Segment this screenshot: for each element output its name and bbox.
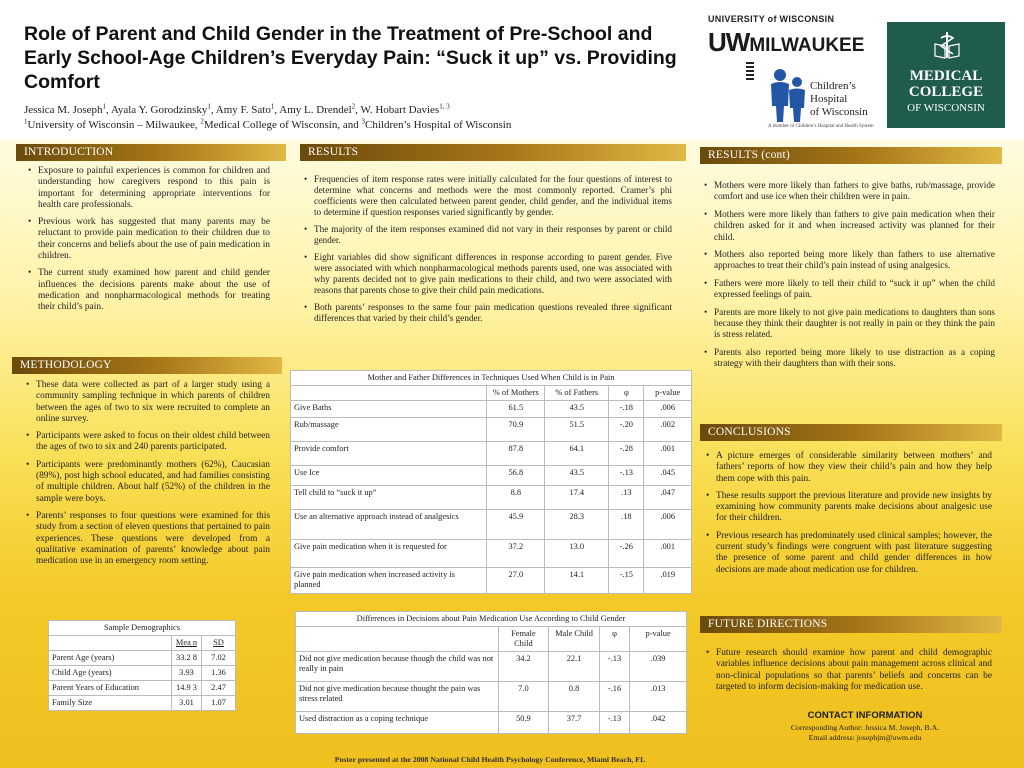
cell-fathers: 17.4 [545,486,609,510]
cell-p: .006 [644,510,692,540]
cell-male: 37.7 [549,712,600,734]
cell-mothers: 87.8 [487,442,545,466]
table-title-row [49,621,236,636]
col-fathers: % of Fathers [545,386,609,401]
uwm-logo-uw: UW [708,27,750,57]
cell-mean: 33.2 8 [172,651,202,666]
author-sup: 2 [351,102,356,111]
conclusions-body [706,451,992,582]
author-name: Amy L. Drendel [279,104,352,116]
cell-mothers: 56.8 [487,466,545,486]
conclusion-bullet: • These results support the previous literature and provide new insights by examining how community parents make decisions about analgesic use for their children. [706,491,992,525]
poster-header [0,0,1024,140]
future-heading: FUTURE DIRECTIONS [700,616,1002,633]
intro-bullet: • Exposure to painful experiences is common for children and understanding how caregivers respond to this pain is important for determining appropriate interventions for health care professionals. [28,166,270,211]
conclusion-bullet: • Previous research has predominately used clinical samples; however, the current study’s findings were congruent with past literature suggesting the presence of some parent and child gender differences in how decisions are made about medication use for children. [706,531,992,576]
cell-female: 7.0 [498,682,549,712]
table-row [296,712,687,734]
demographics-table [48,620,236,711]
table-row [291,466,692,486]
uwm-logo-wordmark [708,27,865,58]
poster-title: Role of Parent and Child Gender in the Treatment of Pre-School and Early School-Age Children’s Everyday Pain: “Suck it up” vs. Providing Comfort [24,23,677,93]
future-bullet: • Future research should examine how parent and child demographic variables influence decisions about pain management across clinical and non-clinical populations so that parents’ beliefs and concerns can be targeted to inform decision-making for medication use. [706,648,992,693]
cell-phi: -.26 [609,540,644,568]
cell-mothers: 8.8 [487,486,545,510]
cell-mothers: 37.2 [487,540,545,568]
table-row [49,681,236,696]
cell-mean: 3.01 [172,696,202,711]
poster-footer: Poster presented at the 2008 National Child Health Psychology Conference, Miami Beach, FL [334,755,646,764]
cell-phi: -.13 [599,652,629,682]
demographics-title: Sample Demographics [49,621,236,636]
cell-phi: -.18 [609,401,644,418]
results-cont-bullet: • Mothers were more likely than fathers to give pain medication when their children asked for it and when increased activity was planned for their child. [704,209,995,243]
contact-author: Corresponding Author: Jessica M. Joseph, B.A. [790,723,940,732]
row-label: Did not give medication because thought the pain was stress related [296,682,499,712]
cell-phi: -.28 [609,442,644,466]
table-row [296,652,687,682]
results-heading: RESULTS [300,144,686,161]
contact-email: Email address: josephjm@uwm.edu [808,733,922,742]
col-male: Male Child [549,627,600,652]
cell-sd: 1.36 [202,666,236,681]
row-label: Did not give medication because though the child was not really in pain [296,652,499,682]
table-row [49,651,236,666]
uwm-logo-milwaukee: MILWAUKEE [749,35,865,56]
method-bullet: • Participants were predominantly mothers (62%), Caucasian (89%), post high school educated, and had families consisting of multiple children. About half (52%) of the children in the sample were boys. [26,460,270,505]
contact-title: CONTACT INFORMATION [807,710,923,721]
cell-phi: -.16 [599,682,629,712]
author-name: W. Hobart Davies [360,104,440,116]
cell-female: 50.9 [498,712,549,734]
affil-sup: 1 [24,117,28,126]
row-label: Tell child to “suck it up” [291,486,487,510]
author-sup: 1 [102,102,107,111]
cell-p: .013 [630,682,687,712]
mcw-wordmark [887,68,1005,100]
conclusion-bullet: • A picture emerges of considerable similarity between mothers’ and fathers’ reports of how they view their child’s pain and how they help them cope with this pain. [706,451,992,485]
mcw-logo [887,22,1005,128]
cell-fathers: 64.1 [545,442,609,466]
author-name: Amy F. Sato [215,104,271,116]
author-sup: 1, 3 [439,102,450,111]
cell-fathers: 51.5 [545,418,609,442]
methodology-body [26,380,270,573]
cell-fathers: 28.3 [545,510,609,540]
header-blank [291,386,487,401]
affiliation: Medical College of Wisconsin, and [203,119,362,131]
col-phi: φ [599,627,629,652]
cell-p: .001 [644,442,692,466]
row-label: Give pain medication when increased activity is planned [291,568,487,594]
results-cont-body [704,180,995,376]
chw-line-2: of Wisconsin [810,106,868,118]
introduction-heading: INTRODUCTION [16,144,286,161]
results-bullet: • Eight variables did show significant differences in response according to parent gender. Five were associated with which nonpharmacological methods parents used, one was associated with why parents decided not to give pain medications to their child, and two were associated with reasons that parents chose to give their child pain medications. [304,252,672,296]
cell-phi: .18 [609,510,644,540]
introduction-body [28,166,270,320]
cell-p: .039 [630,652,687,682]
cell-mothers: 27.0 [487,568,545,594]
results-bullet: • Frequencies of item response rates were initially calculated for the four questions of interest to determine what concerns and methods were the most commonly reported. Cramer’s phi coefficients were then calculated between parent gender, child gender, and the individual items to determine if question responses varied significantly by gender. [304,174,672,218]
results-bullet: • Both parents’ responses to the same four pain medication questions revealed three significant differences that varied by their child’s gender. [304,302,672,324]
cell-mean: 14.9 3 [172,681,202,696]
cell-male: 22.1 [549,652,600,682]
cell-sd: 7.02 [202,651,236,666]
table-row [49,696,236,711]
intro-bullet: • Previous work has suggested that many parents may be reluctant to provide pain medication to their children due to their concerns and beliefs about the use of pain medication in children. [28,217,270,262]
childrens-hospital-logo [768,66,880,134]
child-gender-table [295,611,687,734]
cell-p: .047 [644,486,692,510]
cell-mean: 3.93 [172,666,202,681]
cell-phi: -.13 [599,712,629,734]
results-cont-bullet: • Mothers were more likely than fathers to give baths, rub/massage, provide comfort and use ice when their children were in pain. [704,180,995,203]
cell-phi: -.13 [609,466,644,486]
results-body [304,174,672,330]
row-label: Give pain medication when it is requested for [291,540,487,568]
affiliation-list [24,119,664,131]
table-header-row [291,386,692,401]
row-label: Parent Years of Education [49,681,172,696]
mcw-line-3: OF WISCONSIN [907,102,985,114]
method-bullet: • Parents’ responses to four questions were examined for this study from a section of eleven questions that pertained to pain experiences. These questions were developed from a qualitative examination of parents’ knowledge about pain medication use in an emergency room setting. [26,511,270,567]
table-header-row [296,627,687,652]
table-row [291,486,692,510]
author-sup: 1 [207,102,211,111]
cell-female: 34.2 [498,652,549,682]
cell-p: .019 [644,568,692,594]
author-list: Jessica M. Joseph$^1$, Ayala Y. Gorodzinsky$^1$, Amy F. Sato$^1$, Amy L. Drendel$^2$, W. Hobart Davies$^{1, 3}$ [24,102,450,116]
affil-sup: 2 [200,117,204,126]
table-header-row [49,636,236,651]
method-bullet: • These data were collected as part of a larger study using a community sampling technique in which parents of children between the ages of two to six were recruited to complete an online survey. [26,380,270,425]
cell-mothers: 70.9 [487,418,545,442]
cell-p: .006 [644,401,692,418]
results-cont-bullet: • Mothers also reported being more likely than fathers to use alternative approaches to treat their child’s pain instead of using analgesics. [704,249,995,272]
method-bullet: • Participants were asked to focus on their oldest child between the ages of two to six and 240 parents participated. [26,431,270,454]
methodology-heading: METHODOLOGY [12,357,282,374]
row-label: Give Baths [291,401,487,418]
header-blank [49,636,172,651]
uwm-logo-lines-icon [746,62,754,80]
author-name: Jessica M. Joseph [24,104,103,116]
col-sd: SD [202,636,236,651]
table-title-row [291,371,692,386]
cell-mothers: 45.9 [487,510,545,540]
cell-fathers: 43.5 [545,466,609,486]
row-label: Use an alternative approach instead of analgesics [291,510,487,540]
affiliation: Children’s Hospital of Wisconsin [365,119,512,131]
intro-bullet: • The current study examined how parent and child gender influences the decisions parents make about the use of medication and nonpharmacological methods for treating their child’s pain. [28,268,270,313]
row-label: Child Age (years) [49,666,172,681]
chw-tagline: A member of Children’s Hospital and Health System [768,124,874,129]
cell-fathers: 14.1 [545,568,609,594]
results-cont-bullet: • Fathers were more likely to tell their child to “suck it up” when the child expressed feelings of pain. [704,278,995,301]
cell-phi: -.15 [609,568,644,594]
col-mothers: % of Mothers [487,386,545,401]
col-female: Female Child [498,627,549,652]
col-phi: φ [609,386,644,401]
affil-sup: 3 [361,117,365,126]
table-row [291,540,692,568]
table-row [291,442,692,466]
results-cont-bullet: • Parents are more likely to not give pain medications to daughters than sons because they think their daughter is not really in pain or they think the pain is stress related. [704,307,995,341]
header-blank [296,627,499,652]
cell-phi: .13 [609,486,644,510]
cell-p: .042 [630,712,687,734]
results-cont-heading: RESULTS (cont) [700,147,1002,164]
cell-fathers: 13.0 [545,540,609,568]
table-row [291,418,692,442]
col-mean: Mea n [172,636,202,651]
child-table-title: Differences in Decisions about Pain Medication Use According to Child Gender [296,612,687,627]
cell-male: 0.8 [549,682,600,712]
table-row [296,682,687,712]
chw-line-1: Children’s Hospital [810,80,856,105]
table-row [49,666,236,681]
mcw-line-1: MEDICAL [909,68,983,84]
results-cont-bullet: • Parents also reported being more likely to use distraction as a coping strategy with their daughters than with their sons. [704,347,995,370]
chw-wordmark [810,80,880,119]
children-figures-icon [768,66,808,124]
cell-mothers: 61.5 [487,401,545,418]
future-body [706,648,992,699]
table-title-row [296,612,687,627]
col-p-value: p-value [630,627,687,652]
row-label: Provide comfort [291,442,487,466]
mcw-line-2: COLLEGE [908,84,984,100]
results-bullet: • The majority of the item responses examined did not vary in their responses by parent or child gender. [304,224,672,246]
cell-phi: -.20 [609,418,644,442]
cell-sd: 2.47 [202,681,236,696]
row-label: Rub/massage [291,418,487,442]
table-row [291,510,692,540]
table-row [291,568,692,594]
cell-p: .001 [644,540,692,568]
cell-sd: 1.07 [202,696,236,711]
row-label: Family Size [49,696,172,711]
affiliation: University of Wisconsin – Milwaukee, [27,119,201,131]
cell-p: .045 [644,466,692,486]
cell-p: .002 [644,418,692,442]
cell-fathers: 43.5 [545,401,609,418]
table-row [291,401,692,418]
parent-gender-table [290,370,692,594]
author-sup: 1 [270,102,275,111]
row-label: Used distraction as a coping technique [296,712,499,734]
row-label: Use Ice [291,466,487,486]
parent-table-title: Mother and Father Differences in Techniques Used When Child is in Pain [291,371,692,386]
author-name: Ayala Y. Gorodzinsky [110,104,208,116]
conclusions-heading: CONCLUSIONS [700,424,1002,441]
row-label: Parent Age (years) [49,651,172,666]
caduceus-book-icon [933,30,961,60]
uwm-logo-top: UNIVERSITY of WISCONSIN [708,14,835,24]
col-p-value: p-value [644,386,692,401]
